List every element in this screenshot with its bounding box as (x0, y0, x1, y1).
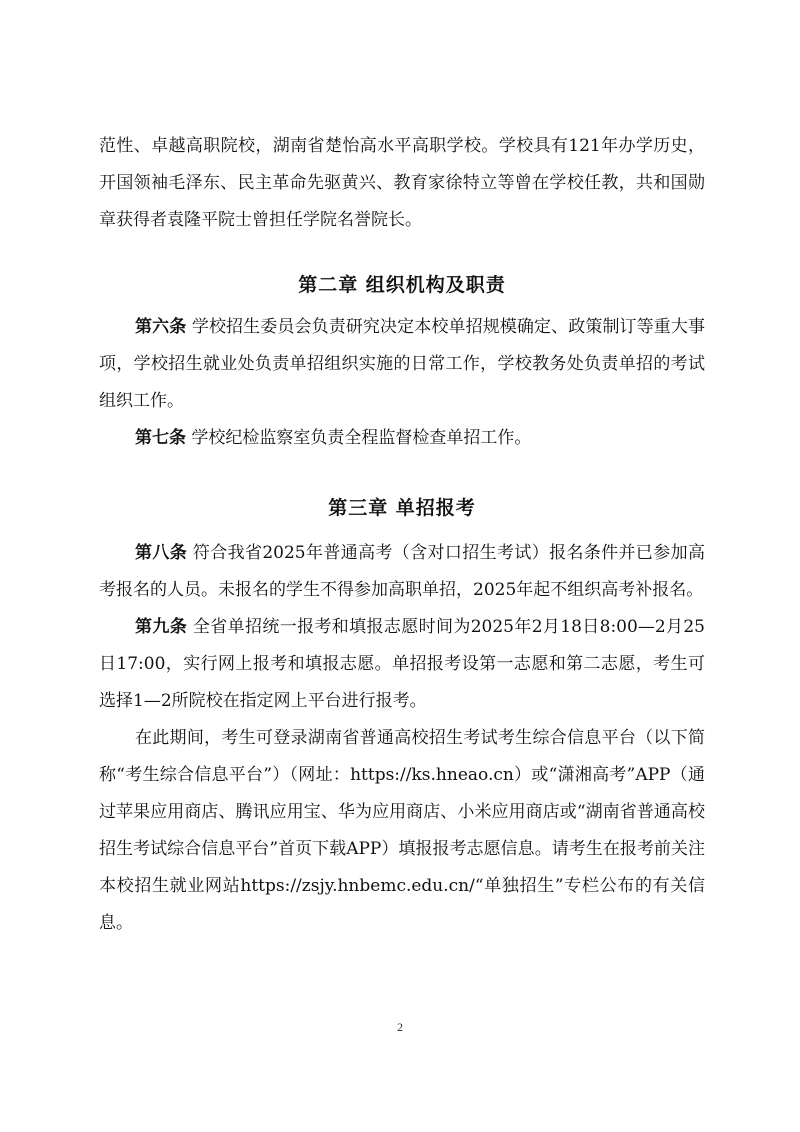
article-9 (99, 609, 705, 720)
article-6-label: 第六条 (135, 317, 187, 337)
chapter-3-heading: 第三章 单招报考 (328, 497, 476, 519)
article-6 (99, 309, 705, 420)
registration-period-paragraph: 在此期间，考生可登录湖南省普通高校招生考试考生综合信息平台（以下简称“考生综合信息平台”）（网址：https://ks.hneao.cn）或“潇湘高考”APP（通过苹果应用商店、腾讯应用宝、华为应用商店、小米应用商店或“湖南省普通高校招生考试综合信息平台”首页下载APP）填报报考志愿信息。请考生在报考前关注本校招生就业网站https://zsjy.hnbemc.edu.cn/“单独招生”专栏公布的有关信息。 (99, 728, 705, 933)
article-7-text: 学校纪检监察室负责全程监督检查单招工作。 (186, 428, 532, 448)
article-8 (99, 535, 705, 609)
page-number: 2 (397, 1020, 403, 1034)
article-9-text: 全省单招统一报考和填报志愿时间为2025年2月18日8:00—2月25日17:00，实行网上报考和填报志愿。单招报考设第一志愿和第二志愿，考生可选择1—2所院校在指定网上平台进行报考。 (99, 617, 705, 711)
article-7-label: 第七条 (135, 428, 186, 448)
chapter-2-heading: 第二章 组织机构及职责 (298, 274, 506, 296)
article-6-text: 学校招生委员会负责研究决定本校单招规模确定、政策制订等重大事项，学校招生就业处负责单招组织实施的日常工作，学校教务处负责单招的考试组织工作。 (99, 317, 705, 411)
article-9-label: 第九条 (135, 617, 188, 637)
document-body (99, 128, 705, 942)
article-8-text: 符合我省2025年普通高考（含对口招生考试）报名条件并已参加高考报名的人员。未报名的学生不得参加高职单招，2025年起不组织高考补报名。 (99, 543, 706, 600)
article-7 (99, 420, 705, 457)
intro-paragraph: 范性、卓越高职院校，湖南省楚怡高水平高职学校。学校具有121年办学历史，开国领袖毛泽东、民主革命先驱黄兴、教育家徐特立等曾在学校任教，共和国勋章获得者袁隆平院士曾担任学院名誉院长。 (99, 136, 705, 230)
article-8-label: 第八条 (135, 543, 188, 563)
